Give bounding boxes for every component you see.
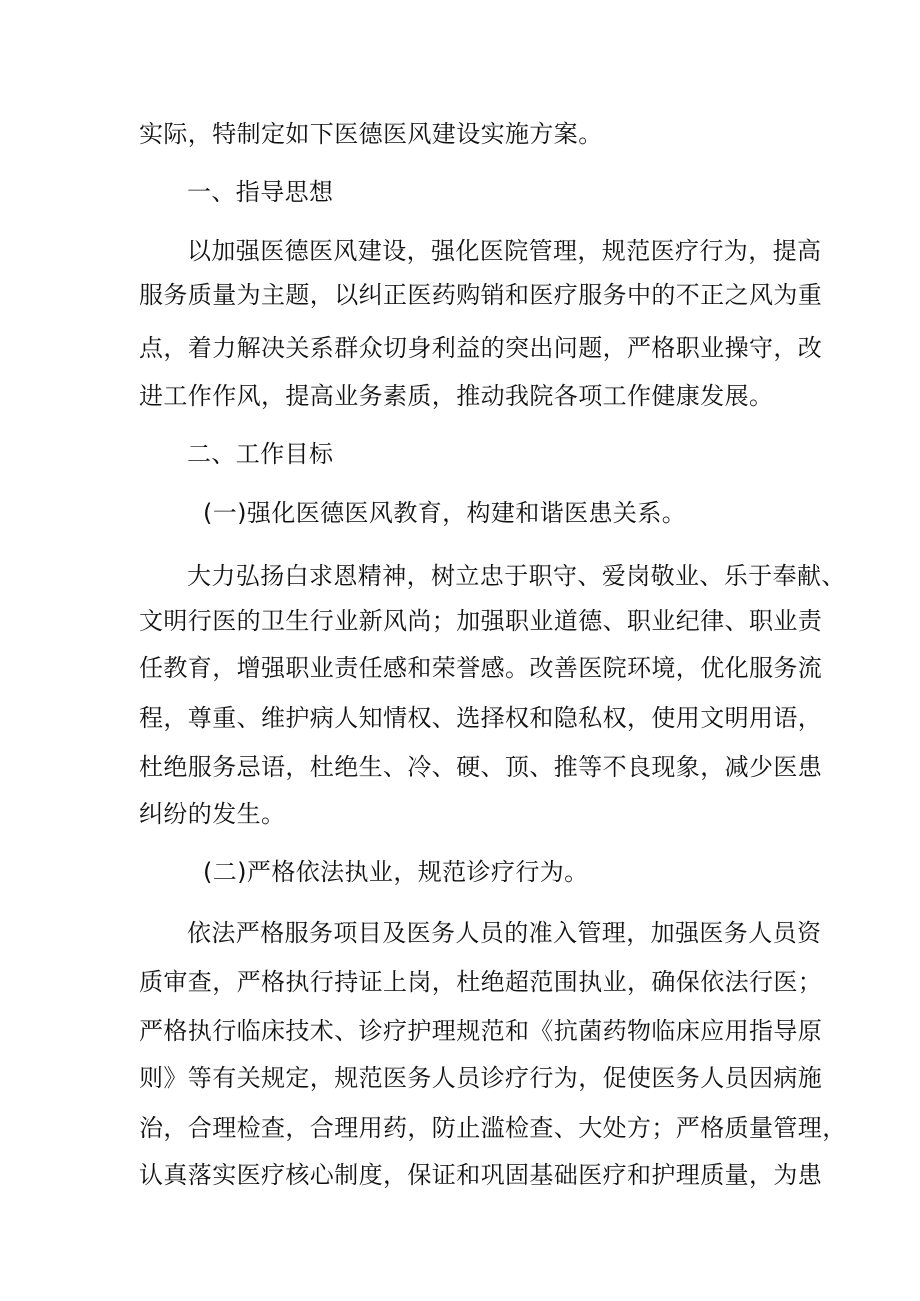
subsection-2-line-1: 依法严格服务项目及医务人员的准入管理，加强医务人员资 <box>187 919 822 947</box>
subsection-1-line-6: 纠纷的发生。 <box>139 800 286 828</box>
subsection-2-line-5: 治，合理检查，合理用药，防止滥检查、大处方；严格质量管理， <box>139 1114 847 1142</box>
section-1-line-3: 点，着力解决关系群众切身利益的突出问题，严格职业操守，改 <box>139 334 823 362</box>
subsection-1-line-3: 任教育，增强职业责任感和荣誉感。改善医院环境，优化服务流 <box>139 654 823 682</box>
subsection-2-heading: (二)严格依法执业，规范诊疗行为。 <box>203 858 589 886</box>
subsection-1-line-2: 文明行医的卫生行业新风尚；加强职业道德、职业纪律、职业责 <box>139 607 823 635</box>
subsection-1-line-4: 程，尊重、维护病人知情权、选择权和隐私权，使用文明用语， <box>139 704 823 732</box>
section-1-line-2: 服务质量为主题，以纠正医药购销和医疗服务中的不正之风为重 <box>139 281 823 309</box>
section-1-line-1: 以加强医德医风建设，强化医院管理，规范医疗行为，提高 <box>187 237 822 265</box>
intro-tail-line: 实际，特制定如下医德医风建设实施方案。 <box>139 120 603 148</box>
subsection-2-line-6: 认真落实医疗核心制度，保证和巩固基础医疗和护理质量，为患 <box>139 1161 823 1189</box>
subsection-1-line-1: 大力弘扬白求恩精神，树立忠于职守、爱岗敬业、乐于奉献、 <box>187 562 846 590</box>
subsection-2-line-4: 则》等有关规定，规范医务人员诊疗行为，促使医务人员因病施 <box>139 1064 823 1092</box>
subsection-1-line-5: 杜绝服务忌语，杜绝生、冷、硬、顶、推等不良现象，减少医患 <box>139 753 823 781</box>
section-1-heading: 一、指导思想 <box>187 178 334 206</box>
subsection-1-heading: (一)强化医德医风教育，构建和谐医患关系。 <box>203 499 687 527</box>
subsection-2-line-2: 质审查，严格执行持证上岗，杜绝超范围执业，确保依法行医； <box>139 968 823 996</box>
section-2-heading: 二、工作目标 <box>187 440 334 468</box>
section-1-line-4: 进工作作风，提高业务素质，推动我院各项工作健康发展。 <box>139 382 774 410</box>
subsection-2-line-3: 严格执行临床技术、诊疗护理规范和《抗菌药物临床应用指导原 <box>139 1017 823 1045</box>
